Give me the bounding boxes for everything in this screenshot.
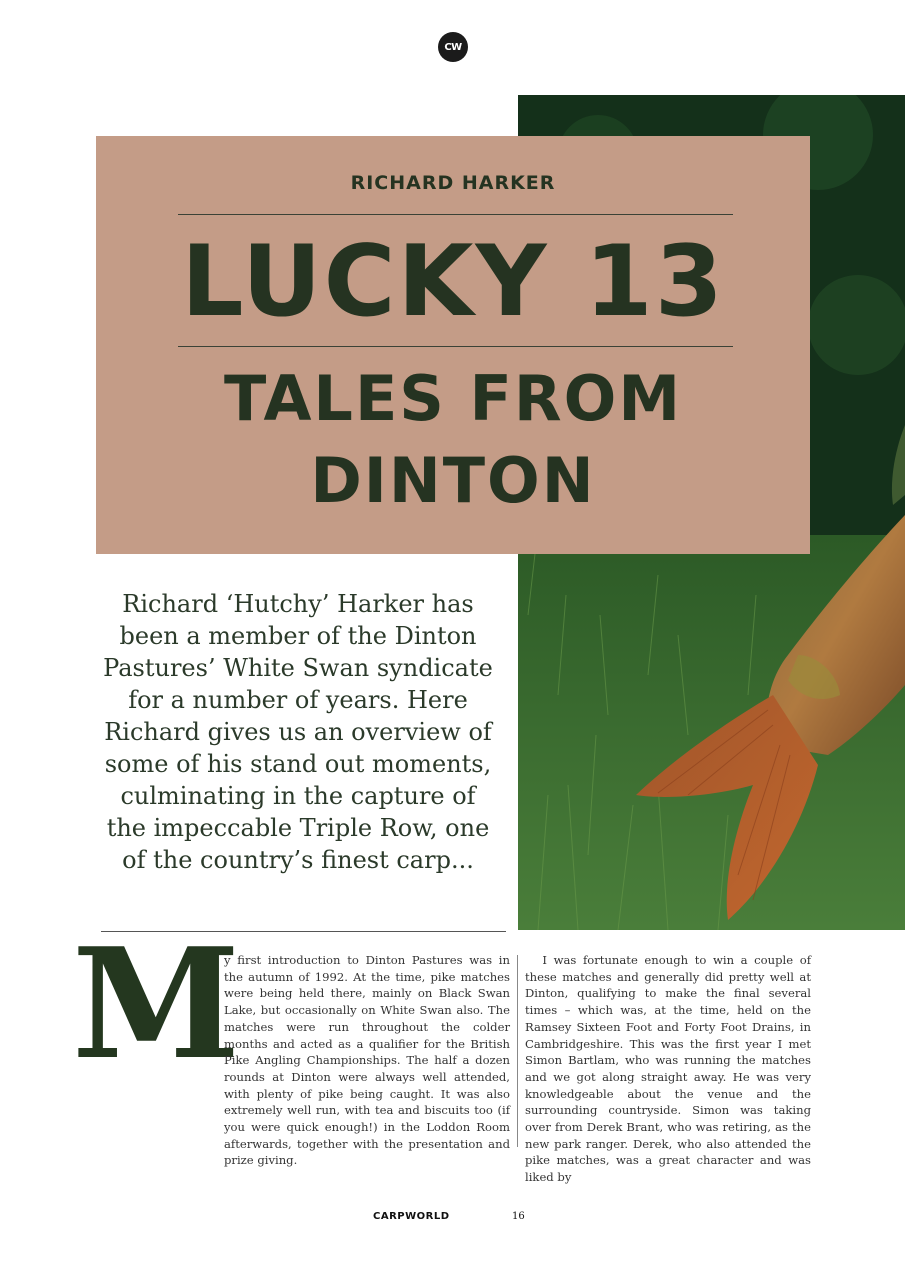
body-column-2: I was fortunate enough to win a couple of these matches and generally did pretty well at Dinton, qualifying to make the final several times – which was, at the time, held on the Ramsey Sixteen Foot and Forty Foot Drains, in Cambridgeshire. This was the first year I met Simon Bartlam, who was running the matches and we got along straight away. He was very knowledgeable about the venue and the surrounding countryside. Simon was taking over from Derek Brant, who was retiring, as the new park ranger. Derek, who also attended the pike matches, was a great character and was liked by — [525, 953, 811, 1185]
article-subtitle — [96, 358, 810, 522]
title-rule-bottom — [178, 346, 733, 347]
body-column-1: y first introduction to Dinton Pastures was in the autumn of 1992. At the time, pike matches were being held there, mainly on Black Swan Lake, but occasionally on White Swan also. The matches were run throughout the colder months and acted as a qualifier for the British Pike Angling Championships. The half a dozen rounds at Dinton were always well attended, with plenty of pike being caught. It was also extremely well run, with tea and biscuits too (if you were quick enough!) in the Loddon Room afterwards, together with the presentation and prize giving. — [224, 953, 510, 1168]
title-panel — [96, 136, 810, 554]
drop-cap: M — [72, 914, 241, 1093]
column-divider — [517, 955, 518, 1147]
subtitle-line-1: TALES FROM — [223, 362, 683, 435]
article-title: LUCKY 13 — [181, 225, 725, 339]
footer-page-number: 16 — [512, 1211, 525, 1222]
footer-magazine-name: CARPWORLD — [373, 1211, 450, 1222]
carpworld-logo-badge: CW — [438, 32, 468, 62]
title-rule-top — [178, 214, 733, 215]
subtitle-line-2: DINTON — [310, 444, 596, 517]
intro-standfirst: Richard ‘Hutchy’ Harker has been a member of the Dinton Pastures’ White Swan syndicate for a number of years. Here Richard gives us an overview of some of his stand out moments, culminating in the capture of the impeccable Triple Row, one of the country’s finest carp... — [103, 590, 493, 874]
author-byline: RICHARD HARKER — [350, 172, 556, 194]
